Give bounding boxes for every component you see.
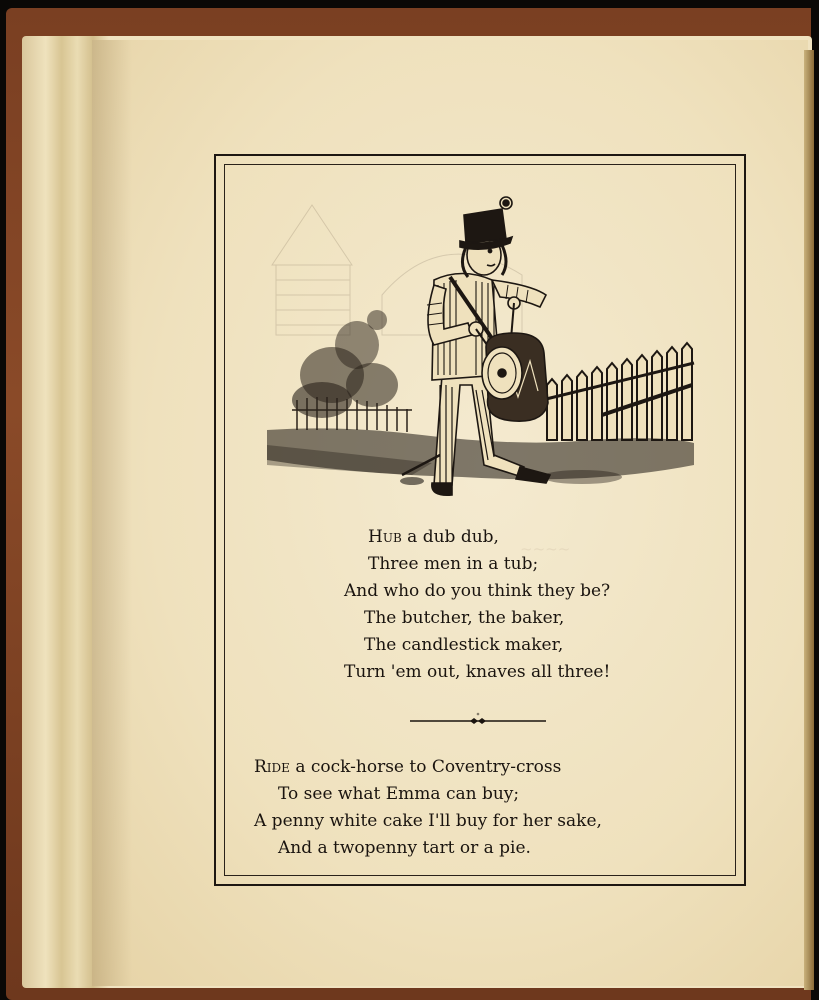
verse-line: To see what Emma can buy;	[278, 784, 520, 804]
verse-line: The butcher, the baker,	[364, 608, 565, 628]
verse-line: Three men in a tub;	[368, 554, 539, 574]
verse-text: a dub dub,	[401, 527, 499, 547]
drummer-boy-illustration	[262, 185, 698, 515]
page-right-edge	[804, 50, 814, 990]
verse-line	[344, 524, 664, 551]
verse-line: Turn 'em out, knaves all three!	[344, 662, 611, 682]
verse-line: And who do you think they be?	[344, 581, 611, 601]
verse-line: A penny white cake I'll buy for her sake,	[254, 811, 602, 831]
verse-line: And a twopenny tart or a pie.	[278, 838, 531, 858]
right-fence	[542, 343, 694, 440]
drum	[482, 333, 548, 421]
verse-line: The candlestick maker,	[364, 635, 564, 655]
gutter-shadow	[92, 40, 132, 986]
verse-text: a cock-horse to Coventry-cross	[289, 757, 562, 777]
ornamental-divider	[410, 712, 546, 728]
verse-hub-a-dub	[344, 524, 664, 686]
verse-lead-word: Hub	[368, 527, 402, 547]
verse-lead-word: Ride	[254, 757, 290, 777]
shrub	[292, 310, 398, 418]
bleed-through: ~~~~	[520, 540, 571, 558]
verse-ride-a-cock-horse	[254, 754, 694, 862]
verse-line	[254, 754, 694, 781]
